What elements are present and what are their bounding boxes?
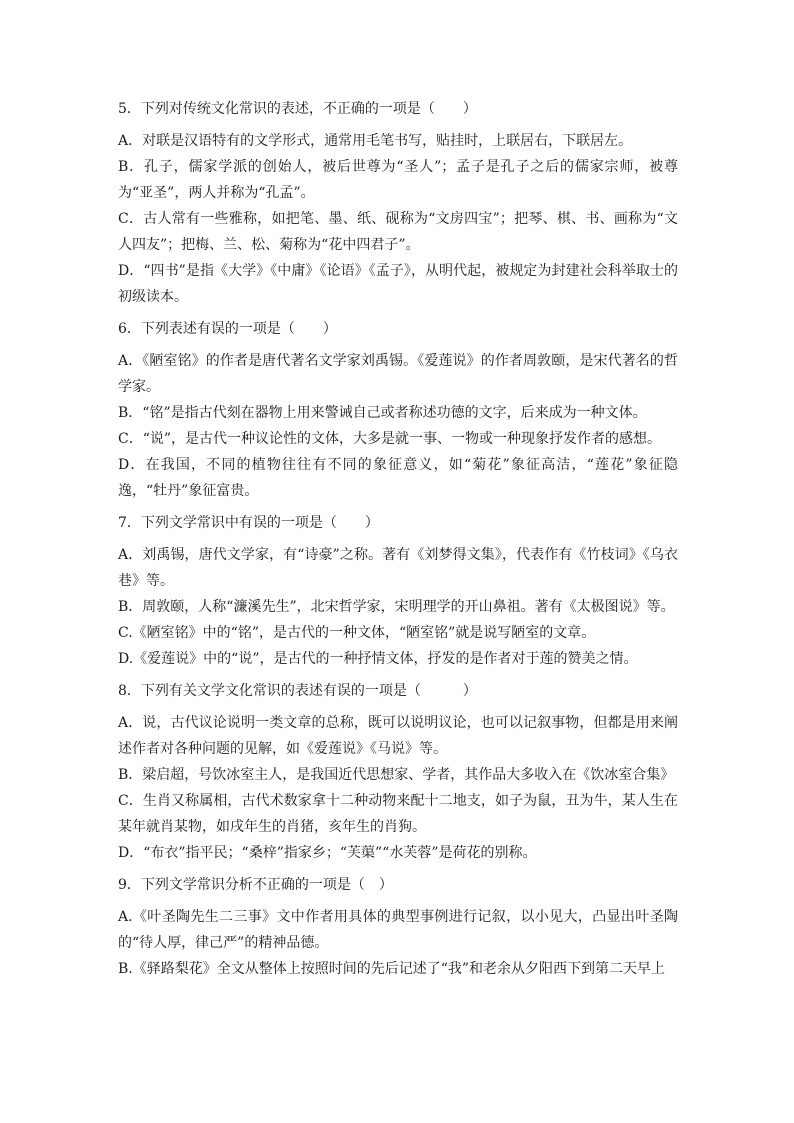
- question-8: [118, 678, 678, 866]
- option-c: C．生肖又称属相，古代术数家拿十二种动物来配十二地支，如子为鼠，丑为牛，某人生在某年就肖某物，如戌年生的肖猪，亥年生的肖狗。: [118, 793, 678, 835]
- option-a: A．《陋室铭》的作者是唐代著名文学家刘禹锡。《爱莲说》的作者周敦颐，是宋代著名的哲学家。: [118, 353, 678, 395]
- option-a: A．刘禹锡，唐代文学家，有“诗豪”之称。著有《刘梦得文集》，代表作有《竹枝词》《乌衣巷》等。: [118, 547, 678, 589]
- question-5: [118, 96, 678, 310]
- option-d: D.《爱莲说》中的“说”，是古代的一种抒情文体，抒发的是作者对于莲的赞美之情。: [118, 651, 638, 667]
- option-d: D．“四书”是指《大学》《中庸》《论语》《孟子》，从明代起，被规定为封建社会科举取士的初级读本。: [118, 263, 678, 305]
- question-stem: 7．下列文学常识中有误的一项是（ ）: [118, 515, 379, 531]
- option-b: B.《驿路梨花》全文从整体上按照时间的先后记述了“我”和老余从夕阳西下到第二天早上: [118, 961, 666, 977]
- question-7: [118, 510, 678, 672]
- option-a: A.《叶圣陶先生二三事》文中作者用具体的典型事例进行记叙，以小见大，凸显出叶圣陶的“待人厚，律己严”的精神品德。: [118, 909, 678, 951]
- option-b: B．周敦颐，人称“濂溪先生”，北宋哲学家，宋明理学的开山鼻祖。著有《太极图说》等。: [118, 599, 675, 615]
- question-stem: 5．下列对传统文化常识的表述，不正确的一项是（ ）: [118, 101, 477, 117]
- option-a: A．对联是汉语特有的文学形式，通常用毛笔书写，贴挂时，上联居右，下联居左。: [118, 133, 633, 149]
- question-stem: 9．下列文学常识分析不正确的一项是（ ）: [118, 877, 393, 893]
- option-d: D．在我国，不同的植物往往有不同的象征意义，如“菊花”象征高洁，“莲花”象征隐逸，“牡丹”象征富贵。: [118, 457, 678, 499]
- question-list: [118, 96, 678, 988]
- option-a: A．说，古代议论说明一类文章的总称，既可以说明议论，也可以记叙事物，但都是用来阐述作者对各种问题的见解，如《爱莲说》《马说》等。: [118, 715, 678, 757]
- question-6: [118, 316, 678, 504]
- option-b: B．“铭”是指古代刻在器物上用来警诫自己或者称述功德的文字，后来成为一种文体。: [118, 405, 647, 421]
- option-c: C．古人常有一些雅称，如把笔、墨、纸、砚称为“文房四宝”；把琴、棋、书、画称为“文人四友”；把梅、兰、松、菊称为“花中四君子”。: [118, 211, 678, 253]
- option-c: C.《陋室铭》中的“铭”，是古代的一种文体，“陋室铭”就是说写陋室的文章。: [118, 625, 596, 641]
- question-stem: 8．下列有关文学文化常识的表述有误的一项是（ ）: [118, 683, 477, 699]
- option-b: B．梁启超，号饮冰室主人，是我国近代思想家、学者，其作品大多收入在《饮冰室合集》: [118, 767, 675, 783]
- option-c: C．“说”，是古代一种议论性的文体，大多是就一事、一物或一种现象抒发作者的感想。: [118, 431, 662, 447]
- option-b: B．孔子，儒家学派的创始人，被后世尊为“圣人”；孟子是孔子之后的儒家宗师，被尊为“亚圣”，两人并称为“孔孟”。: [118, 159, 678, 201]
- option-d: D．“布衣”指平民；“桑梓”指家乡；“芙蕖”“水芙蓉”是荷花的别称。: [118, 845, 537, 861]
- question-9: [118, 872, 678, 982]
- question-stem: 6．下列表述有误的一项是（ ）: [118, 321, 337, 337]
